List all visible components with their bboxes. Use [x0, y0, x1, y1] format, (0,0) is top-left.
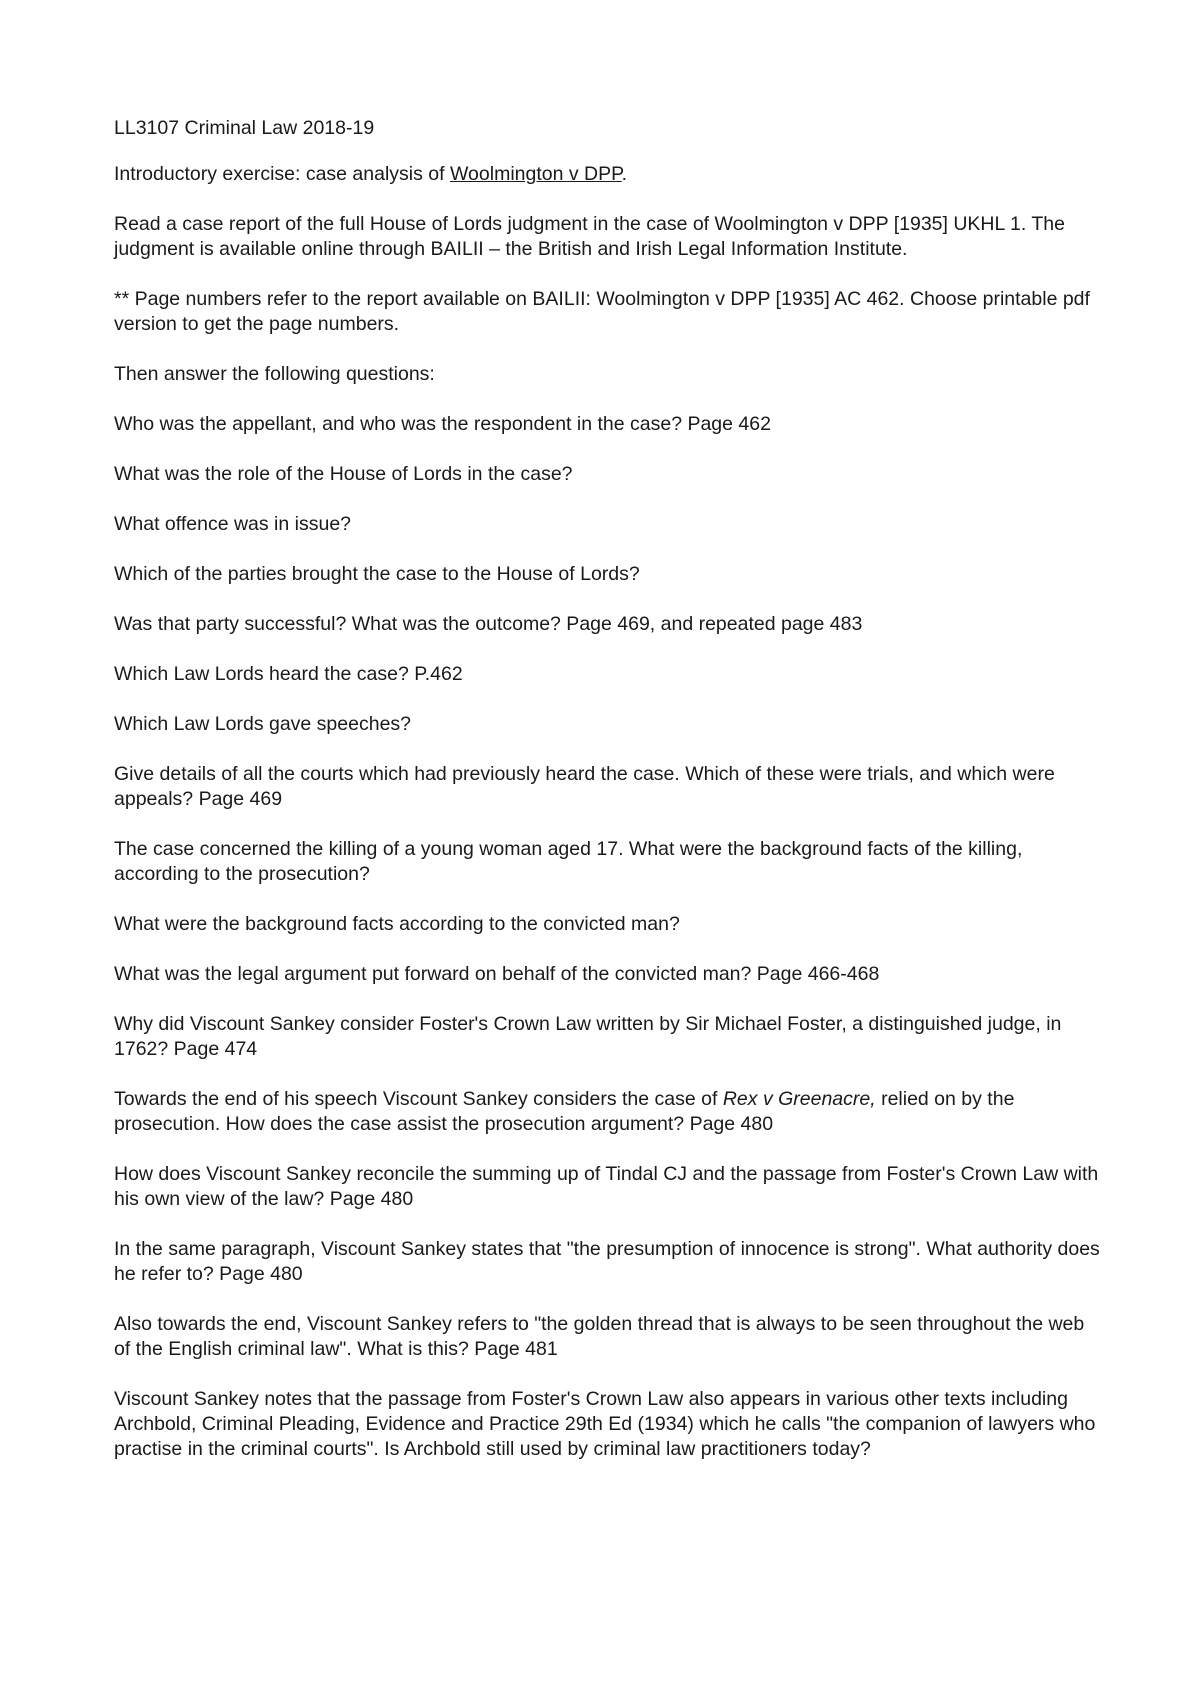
document-title: LL3107 Criminal Law 2018-19	[114, 117, 375, 139]
question-11: What was the legal argument put forward on behalf of the convicted man? Page 466-468	[114, 963, 880, 985]
question-7: Which Law Lords gave speeches?	[114, 713, 412, 735]
intro-prefix: Introductory exercise: case analysis of	[114, 163, 450, 185]
question-4: Which of the parties brought the case to the House of Lords?	[114, 563, 640, 585]
question-5: Was that party successful? What was the outcome? Page 469, and repeated page 483	[114, 613, 863, 635]
question-1: Who was the appellant, and who was the respondent in the case? Page 462	[114, 413, 771, 435]
question-13-case-name: Rex v Greenacre,	[722, 1088, 876, 1110]
intro-line	[114, 162, 1100, 187]
question-17: Viscount Sankey notes that the passage from Foster's Crown Law also appears in various other texts including Archbold, Criminal Pleading, Evidence and Practice 29th Ed (1934) which he calls "the companion of lawyers who practise in the criminal courts". Is Archbold still used by criminal law practitioners today?	[114, 1388, 1096, 1460]
question-9: The case concerned the killing of a young woman aged 17. What were the background facts of the killing, according to the prosecution?	[114, 838, 1023, 885]
then-answer-heading: Then answer the following questions:	[114, 363, 435, 385]
question-13-suffix: relied on by the prosecution. How does the case assist the prosecution argument? Page 480	[114, 1088, 1015, 1135]
question-13-prefix: Towards the end of his speech Viscount Sankey considers the case of	[114, 1088, 723, 1110]
question-3: What offence was in issue?	[114, 513, 352, 535]
question-6: Which Law Lords heard the case? P.462	[114, 663, 463, 685]
read-instruction: Read a case report of the full House of Lords judgment in the case of Woolmington v DPP [1935] UKHL 1. The judgment is available online through BAILII – the British and Irish Legal Information Institute.	[114, 213, 1065, 260]
question-14: How does Viscount Sankey reconcile the summing up of Tindal CJ and the passage from Foster's Crown Law with his own view of the law? Page 480	[114, 1163, 1099, 1210]
question-12: Why did Viscount Sankey consider Foster's Crown Law written by Sir Michael Foster, a distinguished judge, in 1762? Page 474	[114, 1013, 1062, 1060]
question-15: In the same paragraph, Viscount Sankey states that "the presumption of innocence is strong". What authority does he refer to? Page 480	[114, 1238, 1100, 1285]
question-10: What were the background facts according to the convicted man?	[114, 913, 680, 935]
intro-suffix: .	[621, 163, 628, 185]
question-8: Give details of all the courts which had previously heard the case. Which of these were trials, and which were appeals? Page 469	[114, 763, 1055, 810]
page-number-note: ** Page numbers refer to the report available on BAILII: Woolmington v DPP [1935] AC 462. Choose printable pdf version to get the page numbers.	[114, 288, 1090, 335]
case-link[interactable]: Woolmington v DPP	[450, 163, 622, 185]
question-13	[114, 1087, 1100, 1137]
question-16: Also towards the end, Viscount Sankey refers to "the golden thread that is always to be seen throughout the web of the English criminal law". What is this? Page 481	[114, 1313, 1085, 1360]
question-2: What was the role of the House of Lords in the case?	[114, 463, 573, 485]
